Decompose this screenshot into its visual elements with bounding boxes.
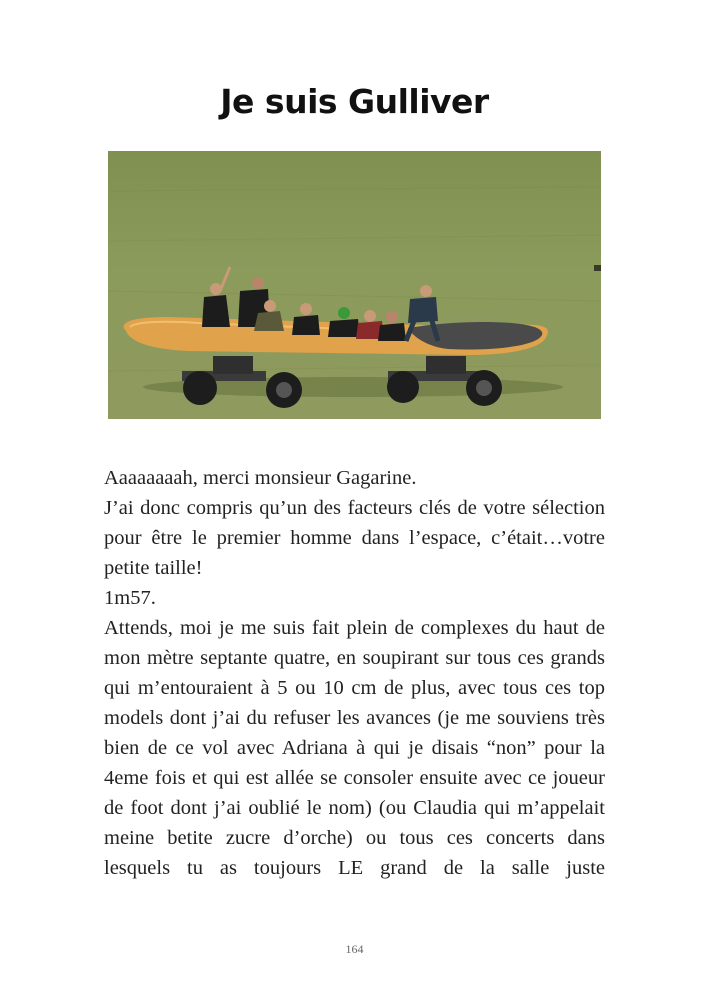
paragraph: Aaaaaaaah, merci monsieur Gagarine. — [104, 467, 417, 489]
page-title: Je suis Gulliver — [220, 82, 489, 121]
body-text — [104, 463, 605, 883]
skateboard-photo — [108, 151, 601, 419]
giant-skateboard-image — [108, 151, 601, 419]
paragraph: 1m57. — [104, 587, 156, 609]
paragraph: J’ai donc compris qu’un des facteurs clés de votre sélection pour être le premier homme dans l’espace, c’était…votre petite taille! — [104, 497, 605, 579]
paragraph: Attends, moi je me suis fait plein de complexes du haut de mon mètre septante quatre, en soupirant sur tous ces grands qui m’entouraient à 5 ou 10 cm de plus, avec tous ces top models dont j’ai du refuser les avances (je me souviens très bien de ce vol avec Adriana à qui je disais “non” pour la 4eme fois et qui est allée se consoler ensuite avec ce joueur de foot dont j’ai oublié le nom) (ou Claudia qui m’appelait meine betite zucre d’orche) ou tous ces concerts dans lesquels tu as toujours LE grand de la salle juste — [104, 617, 605, 879]
page-number: 164 — [345, 942, 364, 956]
